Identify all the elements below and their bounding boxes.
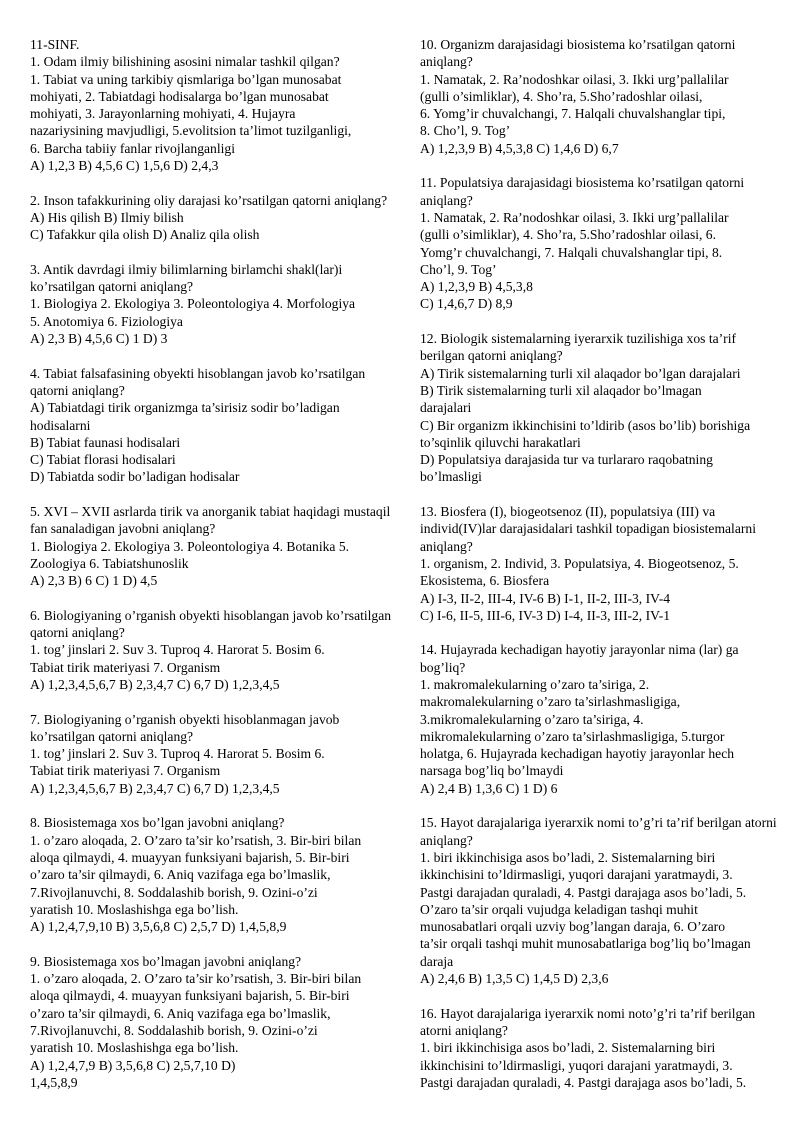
question-block <box>30 53 395 174</box>
question-block <box>420 1005 782 1091</box>
question-body-line: (gulli o’simliklar), 4. Sho’ra, 5.Sho’radoshlar oilasi, 6. <box>420 227 717 243</box>
question-body-line: daraja <box>420 953 454 969</box>
question-block <box>30 192 395 244</box>
question-text: 1. Odam ilmiy bilishining asosini nimalar tashkil qilgan? <box>30 54 340 70</box>
answer-options: C) Tafakkur qila olish D) Analiz qila olish <box>30 227 260 243</box>
question-text: 15. Hayot darajalariga iyerarxik nomi to’g’ri ta’rif berilgan atorni aniqlang? <box>420 815 777 848</box>
question-block <box>420 503 782 624</box>
question-body-line: 1. o’zaro aloqada, 2. O’zaro ta’sir ko’rsatish, 3. Bir-biri bilan <box>30 971 362 987</box>
question-text: 13. Biosfera (I), biogeotsenoz (II), populatsiya (III) va individ(IV)lar darajasidalari tashkil topadigan biosistemalarni aniqlang? <box>420 504 756 554</box>
question-body-line: o’zaro ta’sir qilmaydi, 6. Aniq vazifaga ega bo’lmaslik, <box>30 867 331 883</box>
answer-options: A) 1,2,3,9 B) 4,5,3,8 <box>420 279 533 295</box>
question-body-line: 1. tog’ jinslari 2. Suv 3. Tuproq 4. Harorat 5. Bosim 6. <box>30 642 325 658</box>
question-body-line: O’zaro ta’sir orqali vujudga keladigan tashqi muhit <box>420 901 698 917</box>
question-text: 8. Biosistemaga xos bo’lgan javobni aniqlang? <box>30 815 285 831</box>
question-body-line: 1. tog’ jinslari 2. Suv 3. Tuproq 4. Harorat 5. Bosim 6. <box>30 746 325 762</box>
answer-options: A) 1,2,3 B) 4,5,6 C) 1,5,6 D) 2,4,3 <box>30 158 219 174</box>
answer-options: A) 1,2,3,4,5,6,7 B) 2,3,4,7 C) 6,7 D) 1,2,3,4,5 <box>30 780 280 796</box>
question-body-line: 1. Namatak, 2. Ra’nodoshkar oilasi, 3. Ikki urg’pallalilar <box>420 209 729 225</box>
question-text: 3. Antik davrdagi ilmiy bilimlarning birlamchi shakl(lar)i ko’rsatilgan qatorni aniqlang? <box>30 261 343 295</box>
question-body-line: yaratish 10. Moslashishga ega bo’lish. <box>30 1040 239 1056</box>
question-text: 5. XVI – XVII asrlarda tirik va anorganik tabiat haqidagi mustaqil fan sanaladigan javobni aniqlang? <box>30 504 391 537</box>
question-block <box>420 330 782 486</box>
answer-options: A) I-3, II-2, III-4, IV-6 B) I-1, II-2, III-3, IV-4 <box>420 590 671 606</box>
question-block <box>420 174 782 312</box>
left-column <box>30 36 395 1108</box>
answer-options: A) His qilish B) Ilmiy bilish <box>30 209 184 225</box>
answer-options: C) I-6, II-5, III-6, IV-3 D) I-4, II-3, III-2, IV-1 <box>420 607 671 623</box>
question-text: 4. Tabiat falsafasining obyekti hisoblangan javob ko’rsatilgan qatorni aniqlang? <box>30 365 366 398</box>
answer-options: B) Tirik sistemalarning turli xil alaqador bo’lmagan <box>420 382 702 398</box>
answer-options: C) Tabiat florasi hodisalari <box>30 452 176 468</box>
question-text: 7. Biologiyaning o’rganish obyekti hisoblanmagan javob ko’rsatilgan qatorni aniqlang? <box>30 711 340 744</box>
question-body-line: ikkinchisini to’ldirmasligi, yuqori darajani yaratmaydi, 3. <box>420 1057 733 1073</box>
answer-options: A) 2,4 B) 1,3,6 C) 1 D) 6 <box>420 780 558 796</box>
question-body-line: 6. Barcha tabiiy fanlar rivojlanganligi <box>30 140 235 156</box>
answer-options: C) Bir organizm ikkinchisini to’ldirib (asos bo’lib) borishiga <box>420 417 751 433</box>
answer-options: B) Tabiat faunasi hodisalari <box>30 434 181 450</box>
question-body-line: Cho’l, 9. Tog’ <box>420 261 497 277</box>
question-text: 16. Hayot darajalariga iyerarxik nomi noto’g’ri ta’rif berilgan atorni aniqlang? <box>420 1005 756 1038</box>
question-body-line: nazariysining mavjudligi, 5.evolitsion ta’limot tuzilganligi, <box>30 123 352 139</box>
question-body-line: 5. Anotomiya 6. Fiziologiya <box>30 313 183 329</box>
question-text: 12. Biologik sistemalarning iyerarxik tuzilishiga xos ta’rif berilgan qatorni aniqlang? <box>420 331 736 364</box>
question-body-line: ikkinchisini to’ldirmasligi, yuqori darajani yaratmaydi, 3. <box>420 867 733 883</box>
right-column <box>420 36 782 1108</box>
answer-options: C) 1,4,6,7 D) 8,9 <box>420 296 513 312</box>
question-text: 6. Biologiyaning o’rganish obyekti hisoblangan javob ko’rsatilgan qatorni aniqlang? <box>30 607 392 641</box>
question-block <box>420 641 782 797</box>
question-body-line: Zoologiya 6. Tabiatshunoslik <box>30 555 189 571</box>
question-body-line: o’zaro ta’sir qilmaydi, 6. Aniq vazifaga ega bo’lmaslik, <box>30 1005 331 1021</box>
answer-options: to’sqinlik qiluvchi harakatlari <box>420 434 581 450</box>
answer-options: 1,4,5,8,9 <box>30 1074 78 1090</box>
question-block <box>30 953 395 1091</box>
question-body-line: 1. biri ikkinchisiga asos bo’ladi, 2. Sistemalarning biri <box>420 849 716 865</box>
question-body-line: 7.Rivojlanuvchi, 8. Soddalashib borish, 9. Ozini-o’zi <box>30 1022 318 1038</box>
question-body-line: Tabiat tirik materiyasi 7. Organism <box>30 659 221 675</box>
question-body-line: 3.mikromalekularning o’zaro ta’siriga, 4. <box>420 711 644 727</box>
answer-options: A) 2,3 B) 6 C) 1 D) 4,5 <box>30 573 158 589</box>
question-body-line: aloqa qilmaydi, 4. muayyan funksiyani bajarish, 5. Bir-biri <box>30 988 350 1004</box>
question-block <box>30 261 395 347</box>
right-question-list <box>420 36 782 1091</box>
question-body-line: 6. Yomg’ir chuvalchangi, 7. Halqali chuvalshanglar tipi, <box>420 106 726 122</box>
question-body-line: munosabatlari orqali uzviy bog’langan daraja, 6. O’zaro <box>420 919 725 935</box>
question-body-line: Tabiat tirik materiyasi 7. Organism <box>30 763 221 779</box>
question-body-line: (gulli o’simliklar), 4. Sho’ra, 5.Sho’radoshlar oilasi, <box>420 88 703 104</box>
question-body-line: mohiyati, 3. Jarayonlarning mohiyati, 4. Hujayra <box>30 106 296 122</box>
question-body-line: 1. Biologiya 2. Ekologiya 3. Poleontologiya 4. Botanika 5. <box>30 538 350 554</box>
question-text: 2. Inson tafakkurining oliy darajasi ko’rsatilgan qatorni aniqlang? <box>30 192 388 208</box>
question-block <box>420 36 782 157</box>
question-block <box>30 814 395 935</box>
question-body-line: 1. Tabiat va uning tarkibiy qismlariga bo’lgan munosabat <box>30 71 342 87</box>
question-text: 11. Populatsiya darajasidagi biosistema ko’rsatilgan qatorni aniqlang? <box>420 175 745 208</box>
question-body-line: 7.Rivojlanuvchi, 8. Soddalashib borish, 9. Ozini-o’zi <box>30 884 318 900</box>
answer-options: D) Populatsiya darajasida tur va turlararo raqobatning <box>420 452 713 468</box>
question-text: 14. Hujayrada kechadigan hayotiy jarayonlar nima (lar) ga bog’liq? <box>420 642 739 675</box>
question-body-line: mohiyati, 2. Tabiatdagi hodisalarga bo’lgan munosabat <box>30 88 329 104</box>
question-body-line: 1. Namatak, 2. Ra’nodoshkar oilasi, 3. Ikki urg’pallalilar <box>420 71 729 87</box>
answer-options: A) Tabiatdagi tirik organizmga ta’sirisiz sodir bo’ladigan <box>30 400 340 416</box>
answer-options: bo’lmasligi <box>420 469 482 485</box>
answer-options: A) 1,2,4,7,9,10 B) 3,5,6,8 C) 2,5,7 D) 1,4,5,8,9 <box>30 919 287 935</box>
answer-options: A) 1,2,3,4,5,6,7 B) 2,3,4,7 C) 6,7 D) 1,2,3,4,5 <box>30 676 280 692</box>
question-block <box>30 503 395 589</box>
answer-options: darajalari <box>420 400 472 416</box>
question-text: 9. Biosistemaga xos bo’lmagan javobni aniqlang? <box>30 953 302 969</box>
answer-options: hodisalarni <box>30 417 91 433</box>
question-block <box>420 814 782 987</box>
question-body-line: 1. organism, 2. Individ, 3. Populatsiya, 4. Biogeotsenoz, 5. <box>420 555 739 571</box>
question-body-line: Pastgi darajadan quraladi, 4. Pastgi darajaga asos bo’ladi, 5. <box>420 1074 747 1090</box>
left-question-list <box>30 53 395 1091</box>
answer-options: D) Tabiatda sodir bo’ladigan hodisalar <box>30 469 240 485</box>
question-body-line: holatga, 6. Hujayrada kechadigan hayotiy jarayonlar hech <box>420 746 735 762</box>
question-block <box>30 365 395 486</box>
question-text: 10. Organizm darajasidagi biosistema ko’rsatilgan qatorni aniqlang? <box>420 37 736 70</box>
answer-options: A) 1,2,4,7,9 B) 3,5,6,8 C) 2,5,7,10 D) <box>30 1057 236 1073</box>
question-body-line: Yomg’r chuvalchangi, 7. Halqali chuvalshanglar tipi, 8. <box>420 244 723 260</box>
question-block <box>30 711 395 797</box>
question-body-line: 8. Cho’l, 9. Tog’ <box>420 123 511 139</box>
question-body-line: 1. Biologiya 2. Ekologiya 3. Poleontologiya 4. Morfologiya <box>30 296 356 312</box>
page-header: 11-SINF. <box>30 37 80 52</box>
answer-options: A) 2,3 B) 4,5,6 C) 1 D) 3 <box>30 331 168 347</box>
question-body-line: yaratish 10. Moslashishga ega bo’lish. <box>30 901 239 917</box>
answer-options: A) 2,4,6 B) 1,3,5 C) 1,4,5 D) 2,3,6 <box>420 971 609 987</box>
answer-options: A) Tirik sistemalarning turli xil alaqador bo’lgan darajalari <box>420 365 741 381</box>
question-body-line: 1. makromalekularning o’zaro ta’siriga, 2. <box>420 676 650 692</box>
question-body-line: narsaga bog’liq bo’lmaydi <box>420 763 564 779</box>
question-block <box>30 607 395 693</box>
answer-options: A) 1,2,3,9 B) 4,5,3,8 C) 1,4,6 D) 6,7 <box>420 140 619 156</box>
question-body-line: 1. biri ikkinchisiga asos bo’ladi, 2. Sistemalarning biri <box>420 1040 716 1056</box>
question-body-line: ta’sir orqali tashqi muhit munosabatlariga bog’liq bo’lmagan <box>420 936 751 952</box>
question-body-line: mikromalekularning o’zaro ta’sirlashmasligiga, 5.turgor <box>420 728 725 744</box>
question-body-line: Pastgi darajadan quraladi, 4. Pastgi darajaga asos bo’ladi, 5. <box>420 884 747 900</box>
question-body-line: aloqa qilmaydi, 4. muayyan funksiyani bajarish, 5. Bir-biri <box>30 849 350 865</box>
question-body-line: makromalekularning o’zaro ta’sirlashmasligiga, <box>420 694 681 710</box>
question-body-line: Ekosistema, 6. Biosfera <box>420 573 550 589</box>
question-body-line: 1. o’zaro aloqada, 2. O’zaro ta’sir ko’rsatish, 3. Bir-biri bilan <box>30 832 362 848</box>
